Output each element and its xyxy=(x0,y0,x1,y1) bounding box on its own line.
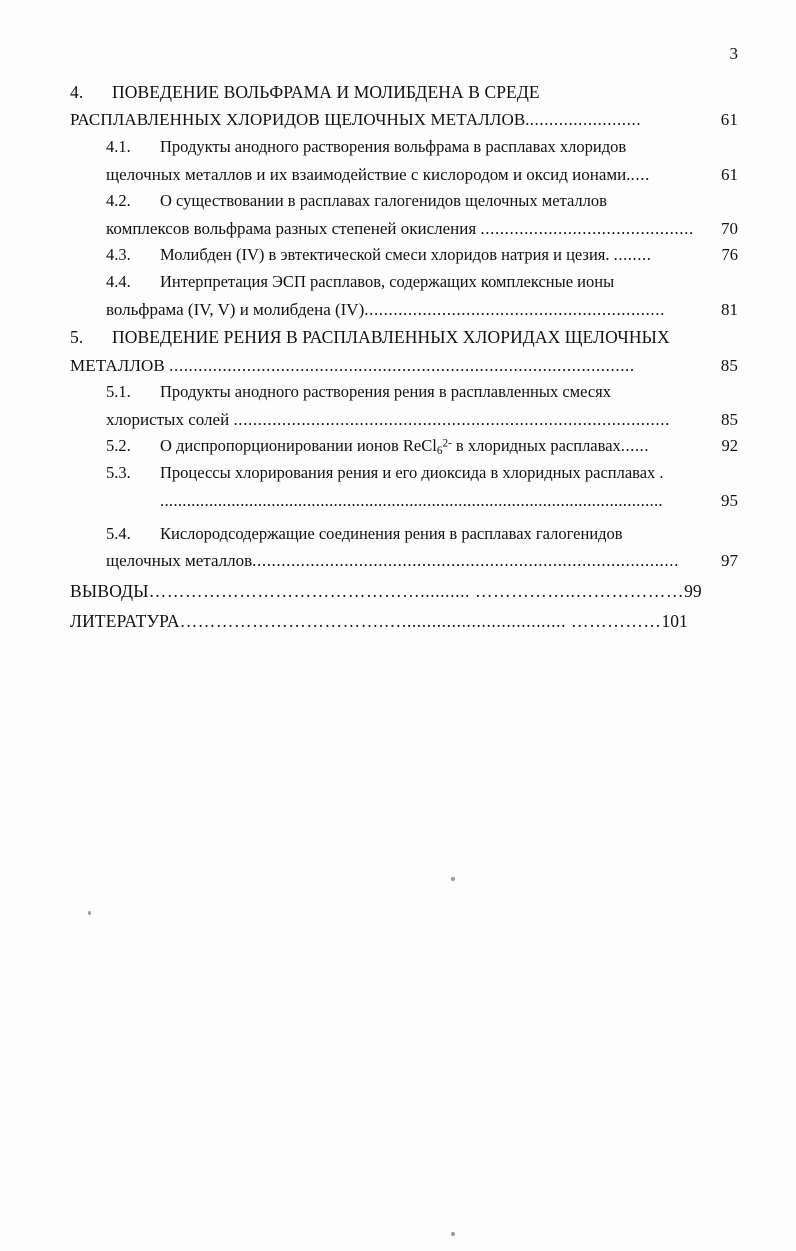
toc-entry-number: 4. xyxy=(70,82,84,102)
toc-leader: .......................................................................................... xyxy=(233,409,670,429)
toc-page-number: 97 xyxy=(721,551,738,571)
toc-entry-title xyxy=(160,433,718,460)
toc-entry-number: 4.4. xyxy=(106,272,131,292)
toc-entry-title-cont: щелочных металлов и их взаимодействие с кислородом и оксид ионами. xyxy=(106,164,631,184)
toc-entry-5-4[interactable] xyxy=(70,521,738,548)
toc-entry-title: ПОВЕДЕНИЕ РЕНИЯ В РАСПЛАВЛЕННЫХ ХЛОРИДАХ ЩЕЛОЧНЫХ xyxy=(112,327,670,348)
toc-leader: ...... xyxy=(620,436,650,456)
toc-entry-title: ПОВЕДЕНИЕ ВОЛЬФРАМА И МОЛИБДЕНА В СРЕДЕ xyxy=(112,82,540,102)
toc-page-number: 95 xyxy=(721,491,738,511)
toc-page-number: 101 xyxy=(661,611,688,632)
toc-entry-number: 5.1. xyxy=(106,382,131,402)
toc-entry-4[interactable] xyxy=(70,78,738,106)
scan-artifact xyxy=(88,911,91,915)
toc-entry-title-pre: О диспропорционировании ионов ReCl xyxy=(160,436,437,456)
toc-entry-5-line2[interactable] xyxy=(70,352,738,380)
toc-entry-4-1[interactable] xyxy=(70,134,738,161)
toc-entry-4-3[interactable] xyxy=(70,242,738,269)
toc-entry-4-2[interactable] xyxy=(70,188,738,215)
toc-leader: ................................................................................................................. xyxy=(160,491,663,511)
toc-entry-number: 4.2. xyxy=(106,191,131,211)
toc-entry-title: ВЫВОДЫ xyxy=(70,580,149,601)
toc-entry-title: О существовании в расплавах галогенидов щелочных металлов xyxy=(160,191,607,211)
toc-entry-title: Интерпретация ЭСП расплавов, содержащих комплексные ионы xyxy=(160,272,615,292)
toc-leader: ................................................................................................ xyxy=(169,355,635,375)
toc-entry-number: 4.3. xyxy=(106,245,131,265)
toc-page-number: 70 xyxy=(721,218,738,238)
formula-superscript: 2- xyxy=(442,437,452,450)
toc-entry-title-cont: вольфрама (IV, V) и молибдена (IV) xyxy=(106,299,365,319)
page-number: 3 xyxy=(729,44,738,63)
toc-entry-number: 5.2. xyxy=(106,436,131,456)
toc-entry-references[interactable] xyxy=(70,607,738,635)
scan-artifact xyxy=(451,1232,455,1236)
toc-entry-number: 4.1. xyxy=(106,136,131,156)
toc-entry-4-4[interactable] xyxy=(70,269,738,296)
toc-leader: …………………………….…................................. …………… xyxy=(179,611,662,632)
toc-entry-conclusions[interactable] xyxy=(70,577,738,605)
toc-entry-title-cont: щелочных металлов xyxy=(106,551,253,571)
toc-leader: .... xyxy=(630,164,650,184)
toc-entry-5-3[interactable] xyxy=(70,460,738,487)
toc-entry-number: 5.4. xyxy=(106,523,131,543)
toc-entry-title: Молибден (IV) в эвтектической смеси хлоридов натрия и цезия. xyxy=(160,245,610,265)
toc-entry-title-cont: РАСПЛАВЛЕННЫХ ХЛОРИДОВ ЩЕЛОЧНЫХ МЕТАЛЛОВ. xyxy=(70,110,530,130)
toc-entry-title: Процессы хлорирования рения и его диоксида в хлоридных расплавах . xyxy=(160,463,664,483)
toc-leader: ............................................ xyxy=(480,218,694,238)
table-of-contents xyxy=(70,78,738,636)
toc-page-number: 61 xyxy=(721,164,738,184)
toc-page-number: 81 xyxy=(721,299,738,319)
toc-entry-5-1-line2[interactable] xyxy=(70,406,738,434)
toc-entry-title: Кислородсодержащие соединения рения в расплавах галогенидов xyxy=(160,523,623,543)
toc-entry-5-3-line2[interactable] xyxy=(70,487,738,515)
toc-entry-title-cont: МЕТАЛЛОВ xyxy=(70,355,165,375)
toc-entry-4-line2[interactable] xyxy=(70,106,738,134)
toc-entry-title: ЛИТЕРАТУРА xyxy=(70,611,180,632)
toc-entry-4-2-line2[interactable] xyxy=(70,215,738,243)
scan-artifact xyxy=(451,877,455,881)
toc-page-number: 85 xyxy=(720,355,738,375)
toc-entry-4-4-line2[interactable] xyxy=(70,296,738,324)
toc-entry-number: 5. xyxy=(70,327,84,348)
toc-leader: ....................... xyxy=(529,110,642,130)
toc-entry-title-cont: хлористых солей xyxy=(106,409,230,429)
toc-entry-number: 5.3. xyxy=(106,463,131,483)
toc-entry-title: Продукты анодного растворения рения в расплавленных смесях xyxy=(160,382,611,402)
toc-page-number: 85 xyxy=(721,409,738,429)
toc-entry-4-1-line2[interactable] xyxy=(70,161,738,189)
formula-subscript: 6 xyxy=(436,445,443,458)
toc-leader: ……………………………………….......... ……………..……………… xyxy=(148,580,685,601)
toc-entry-title-post: в хлоридных расплавах xyxy=(451,436,621,456)
toc-page-number: 92 xyxy=(721,436,738,456)
toc-page-number: 99 xyxy=(684,580,702,601)
toc-entry-5-1[interactable] xyxy=(70,379,738,406)
toc-entry-5-4-line2[interactable] xyxy=(70,547,738,575)
toc-entry-title-cont: комплексов вольфрама разных степеней окисления xyxy=(106,218,477,238)
toc-page-number: 61 xyxy=(720,110,738,130)
toc-leader: .............................................................. xyxy=(364,299,665,319)
toc-leader: ........................................................................................ xyxy=(252,551,679,571)
toc-page-number: 76 xyxy=(721,245,738,265)
toc-entry-5[interactable] xyxy=(70,323,738,351)
toc-entry-5-2[interactable] xyxy=(70,433,738,460)
toc-entry-title: Продукты анодного растворения вольфрама в расплавах хлоридов xyxy=(160,136,627,156)
toc-leader: ........ xyxy=(613,245,652,265)
